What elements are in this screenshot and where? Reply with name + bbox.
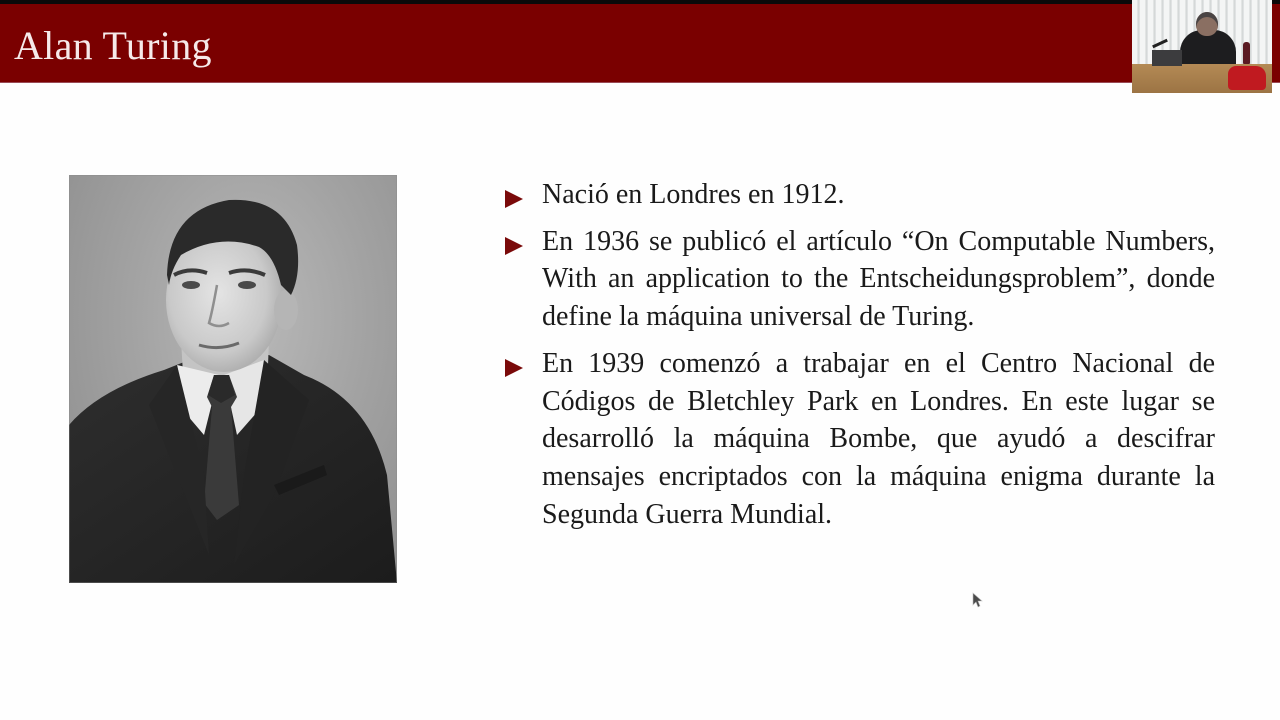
bullet-text: Nació en Londres en 1912. <box>542 179 845 210</box>
bullet-item-bletchley-park <box>503 345 1215 534</box>
bullet-list <box>503 176 1215 542</box>
portrait-photo-icon <box>69 175 397 583</box>
bullet-item-birth <box>503 176 1215 214</box>
triangle-bullet-icon <box>505 237 523 255</box>
triangle-bullet-icon <box>505 190 523 208</box>
bullet-item-computable-numbers <box>503 223 1215 336</box>
webcam-overlay <box>1132 0 1272 93</box>
slide-title-bar <box>0 4 1280 83</box>
webcam-bottle <box>1243 42 1250 64</box>
bullet-text: En 1936 se publicó el artículo “On Computable Numbers, With an application to the Entscheidungsproblem”, donde define la máquina universal de Turing. <box>542 225 1215 333</box>
bullet-text: En 1939 comenzó a trabajar en el Centro Nacional de Códigos de Bletchley Park en Londres. En este lugar se desarrolló la máquina Bombe, que ayudó a descifrar mensajes encriptados con la máquina enigma durante la Segunda Guerra Mundial. <box>542 347 1215 530</box>
webcam-red-jacket <box>1228 66 1266 90</box>
webcam-laptop <box>1152 50 1182 66</box>
turing-portrait-photo <box>69 175 397 583</box>
triangle-bullet-icon <box>505 359 523 377</box>
slide-title: Alan Turing <box>14 23 212 68</box>
cursor-arrow-icon <box>972 592 984 608</box>
presenter-head <box>1196 12 1218 36</box>
